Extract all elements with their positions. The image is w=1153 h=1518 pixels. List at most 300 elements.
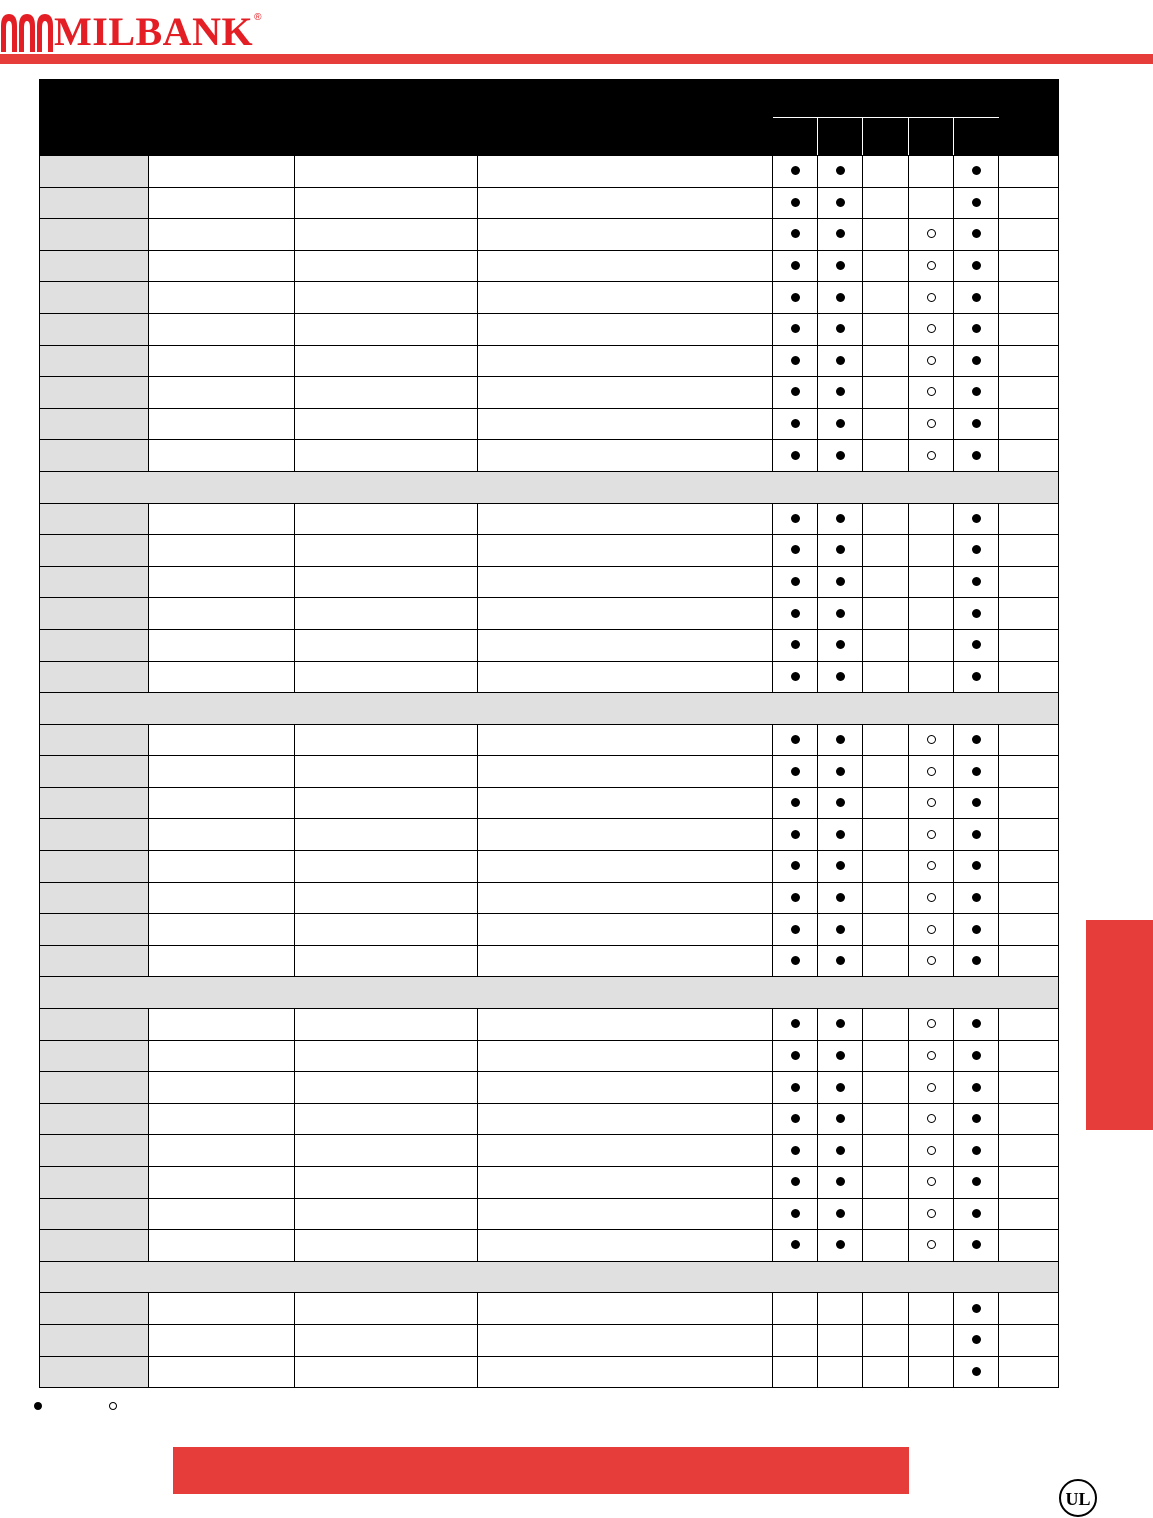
filled-dot-icon bbox=[791, 798, 800, 807]
mark-cell bbox=[909, 408, 954, 440]
table-cell bbox=[149, 819, 295, 851]
table-cell bbox=[999, 156, 1059, 188]
mark-cell bbox=[909, 377, 954, 409]
filled-dot-icon bbox=[791, 640, 800, 649]
filled-dot-icon bbox=[972, 1304, 981, 1313]
table-cell bbox=[999, 566, 1059, 598]
filled-dot-icon bbox=[836, 1083, 845, 1092]
mark-cell bbox=[863, 1198, 909, 1230]
table-cell bbox=[478, 819, 773, 851]
table-cell bbox=[149, 377, 295, 409]
mark-cell bbox=[954, 1135, 999, 1167]
section-cell bbox=[40, 977, 1059, 1009]
mark-cell bbox=[818, 408, 863, 440]
open-circle-icon bbox=[927, 735, 936, 744]
filled-dot-icon bbox=[972, 925, 981, 934]
filled-dot-icon bbox=[972, 1209, 981, 1218]
row-label-cell bbox=[40, 756, 149, 788]
row-label-cell bbox=[40, 566, 149, 598]
row-label-cell bbox=[40, 503, 149, 535]
table-cell bbox=[149, 408, 295, 440]
open-circle-icon bbox=[927, 387, 936, 396]
filled-dot-icon bbox=[972, 1177, 981, 1186]
table-cell bbox=[999, 756, 1059, 788]
mark-cell bbox=[909, 1230, 954, 1262]
filled-dot-icon bbox=[791, 324, 800, 333]
open-circle-icon bbox=[927, 1177, 936, 1186]
table-body bbox=[40, 156, 1059, 1388]
table-row bbox=[40, 914, 1059, 946]
mark-cell bbox=[818, 1103, 863, 1135]
mark-cell bbox=[954, 1167, 999, 1199]
table-header bbox=[40, 80, 1059, 156]
filled-dot-icon bbox=[836, 893, 845, 902]
table-cell bbox=[478, 1167, 773, 1199]
mark-cell bbox=[954, 282, 999, 314]
table-cell bbox=[478, 914, 773, 946]
table-cell bbox=[295, 1072, 478, 1104]
mark-cell bbox=[954, 914, 999, 946]
row-label-cell bbox=[40, 1324, 149, 1356]
row-label-cell bbox=[40, 377, 149, 409]
mark-cell bbox=[773, 787, 818, 819]
table-cell bbox=[999, 1135, 1059, 1167]
open-circle-icon bbox=[927, 293, 936, 302]
mark-cell bbox=[818, 819, 863, 851]
filled-dot-icon bbox=[791, 609, 800, 618]
table-cell bbox=[295, 250, 478, 282]
header-subcell bbox=[773, 118, 818, 156]
mark-cell bbox=[773, 566, 818, 598]
mark-cell bbox=[954, 250, 999, 282]
table-cell bbox=[295, 1324, 478, 1356]
row-label-cell bbox=[40, 1293, 149, 1325]
table-cell bbox=[999, 440, 1059, 472]
mark-cell bbox=[954, 440, 999, 472]
filled-dot-icon bbox=[791, 735, 800, 744]
filled-dot-icon bbox=[972, 1146, 981, 1155]
mark-cell bbox=[909, 503, 954, 535]
table-cell bbox=[999, 598, 1059, 630]
table-cell bbox=[999, 787, 1059, 819]
mark-cell bbox=[954, 1293, 999, 1325]
mark-cell bbox=[773, 1072, 818, 1104]
filled-dot-icon bbox=[791, 861, 800, 870]
filled-dot-icon bbox=[791, 1114, 800, 1123]
mark-cell bbox=[773, 250, 818, 282]
table-row bbox=[40, 408, 1059, 440]
mark-cell bbox=[909, 345, 954, 377]
filled-dot-icon bbox=[972, 640, 981, 649]
filled-dot-icon bbox=[972, 735, 981, 744]
mark-cell bbox=[818, 219, 863, 251]
mark-cell bbox=[909, 156, 954, 188]
open-circle-icon bbox=[927, 1209, 936, 1218]
open-circle-icon bbox=[927, 419, 936, 428]
table-cell bbox=[295, 1135, 478, 1167]
mark-cell bbox=[818, 851, 863, 883]
table-cell bbox=[478, 187, 773, 219]
table-cell bbox=[295, 819, 478, 851]
row-label-cell bbox=[40, 1135, 149, 1167]
table-row bbox=[40, 851, 1059, 883]
filled-dot-icon bbox=[972, 356, 981, 365]
mark-cell bbox=[909, 756, 954, 788]
filled-dot-icon bbox=[791, 166, 800, 175]
table-cell bbox=[478, 345, 773, 377]
mark-cell bbox=[773, 851, 818, 883]
brand-logo bbox=[0, 8, 261, 52]
table-cell bbox=[295, 1198, 478, 1230]
table-cell bbox=[149, 566, 295, 598]
header-rule bbox=[0, 54, 1153, 64]
mark-cell bbox=[773, 1230, 818, 1262]
table-cell bbox=[295, 945, 478, 977]
mark-cell bbox=[773, 1040, 818, 1072]
table-cell bbox=[999, 1103, 1059, 1135]
table-cell bbox=[478, 1009, 773, 1041]
filled-dot-icon bbox=[836, 735, 845, 744]
row-label-cell bbox=[40, 1009, 149, 1041]
table-row bbox=[40, 724, 1059, 756]
filled-dot-icon bbox=[791, 956, 800, 965]
table-cell bbox=[149, 345, 295, 377]
row-label-cell bbox=[40, 598, 149, 630]
table-cell bbox=[999, 1072, 1059, 1104]
mark-cell bbox=[909, 787, 954, 819]
mark-cell bbox=[773, 219, 818, 251]
table-row bbox=[40, 598, 1059, 630]
filled-dot-icon bbox=[791, 514, 800, 523]
table-row bbox=[40, 503, 1059, 535]
mark-cell bbox=[909, 851, 954, 883]
mark-cell bbox=[863, 914, 909, 946]
mark-cell bbox=[818, 598, 863, 630]
mark-cell bbox=[773, 724, 818, 756]
mark-cell bbox=[954, 629, 999, 661]
filled-dot-icon bbox=[972, 1083, 981, 1092]
table-cell bbox=[999, 914, 1059, 946]
mark-cell bbox=[863, 598, 909, 630]
mark-cell bbox=[818, 1324, 863, 1356]
table-cell bbox=[149, 503, 295, 535]
open-circle-icon bbox=[927, 767, 936, 776]
table-row bbox=[40, 250, 1059, 282]
table-cell bbox=[478, 440, 773, 472]
mark-cell bbox=[909, 914, 954, 946]
open-circle-icon bbox=[927, 830, 936, 839]
table-cell bbox=[999, 535, 1059, 567]
mark-cell bbox=[818, 724, 863, 756]
mark-cell bbox=[818, 1198, 863, 1230]
open-circle-icon bbox=[927, 1051, 936, 1060]
filled-dot-icon bbox=[972, 324, 981, 333]
row-label-cell bbox=[40, 661, 149, 693]
filled-dot-icon bbox=[836, 419, 845, 428]
mark-cell bbox=[863, 756, 909, 788]
mark-cell bbox=[818, 1072, 863, 1104]
table-cell bbox=[149, 1198, 295, 1230]
open-circle-icon bbox=[927, 261, 936, 270]
table-cell bbox=[295, 756, 478, 788]
open-circle-icon bbox=[927, 925, 936, 934]
row-label-cell bbox=[40, 1230, 149, 1262]
table-cell bbox=[295, 882, 478, 914]
table-cell bbox=[149, 945, 295, 977]
table-row bbox=[40, 819, 1059, 851]
open-circle-icon bbox=[927, 893, 936, 902]
mark-cell bbox=[863, 1135, 909, 1167]
filled-dot-icon bbox=[791, 1083, 800, 1092]
filled-dot-icon bbox=[791, 925, 800, 934]
open-circle-icon bbox=[927, 1083, 936, 1092]
header-subcell bbox=[863, 118, 909, 156]
filled-dot-icon bbox=[791, 545, 800, 554]
table-cell bbox=[999, 1009, 1059, 1041]
table-cell bbox=[149, 1072, 295, 1104]
table-row bbox=[40, 156, 1059, 188]
table-row bbox=[40, 1230, 1059, 1262]
filled-dot-icon bbox=[836, 229, 845, 238]
mark-cell bbox=[954, 187, 999, 219]
filled-dot-icon bbox=[836, 324, 845, 333]
row-label-cell bbox=[40, 787, 149, 819]
mark-cell bbox=[863, 156, 909, 188]
mark-cell bbox=[863, 1230, 909, 1262]
table-cell bbox=[478, 156, 773, 188]
header-cell bbox=[149, 80, 295, 156]
mark-cell bbox=[954, 1009, 999, 1041]
row-label-cell bbox=[40, 282, 149, 314]
table-cell bbox=[999, 1167, 1059, 1199]
mark-cell bbox=[818, 250, 863, 282]
mark-cell bbox=[818, 345, 863, 377]
filled-dot-icon bbox=[791, 1019, 800, 1028]
filled-dot-icon bbox=[972, 419, 981, 428]
table-cell bbox=[478, 566, 773, 598]
filled-dot-icon bbox=[836, 861, 845, 870]
filled-dot-icon bbox=[972, 387, 981, 396]
table-cell bbox=[999, 250, 1059, 282]
row-label-cell bbox=[40, 629, 149, 661]
filled-dot-icon bbox=[836, 545, 845, 554]
mark-cell bbox=[863, 882, 909, 914]
table-cell bbox=[295, 724, 478, 756]
mark-cell bbox=[773, 882, 818, 914]
filled-dot-icon bbox=[836, 577, 845, 586]
filled-dot-icon bbox=[836, 166, 845, 175]
filled-dot-icon bbox=[972, 1335, 981, 1344]
side-tab bbox=[1086, 920, 1153, 1130]
row-label-cell bbox=[40, 408, 149, 440]
filled-dot-icon bbox=[972, 830, 981, 839]
filled-dot-icon bbox=[791, 893, 800, 902]
filled-dot-icon bbox=[836, 767, 845, 776]
table-cell bbox=[478, 1040, 773, 1072]
mark-cell bbox=[818, 882, 863, 914]
mark-cell bbox=[818, 156, 863, 188]
table-cell bbox=[999, 1230, 1059, 1262]
section-cell bbox=[40, 693, 1059, 725]
filled-dot-icon bbox=[972, 1019, 981, 1028]
table-row bbox=[40, 945, 1059, 977]
section-cell bbox=[40, 471, 1059, 503]
filled-dot-icon bbox=[791, 419, 800, 428]
table-cell bbox=[295, 851, 478, 883]
table-row bbox=[40, 787, 1059, 819]
filled-dot-icon bbox=[972, 798, 981, 807]
mark-cell bbox=[954, 156, 999, 188]
mark-cell bbox=[773, 408, 818, 440]
open-circle-icon bbox=[927, 1019, 936, 1028]
section-row bbox=[40, 1261, 1059, 1293]
table-cell bbox=[295, 282, 478, 314]
mark-cell bbox=[773, 1293, 818, 1325]
filled-dot-icon bbox=[791, 767, 800, 776]
mark-cell bbox=[818, 1293, 863, 1325]
table-cell bbox=[295, 345, 478, 377]
table-cell bbox=[478, 1135, 773, 1167]
mark-cell bbox=[954, 345, 999, 377]
mark-cell bbox=[954, 1040, 999, 1072]
row-label-cell bbox=[40, 1356, 149, 1388]
header-cell bbox=[999, 80, 1059, 156]
mark-cell bbox=[863, 377, 909, 409]
mark-cell bbox=[909, 313, 954, 345]
table-cell bbox=[149, 787, 295, 819]
row-label-cell bbox=[40, 440, 149, 472]
mark-cell bbox=[954, 724, 999, 756]
table-cell bbox=[478, 408, 773, 440]
mark-cell bbox=[773, 1198, 818, 1230]
mark-cell bbox=[773, 377, 818, 409]
mark-cell bbox=[818, 661, 863, 693]
table-cell bbox=[295, 661, 478, 693]
filled-dot-icon bbox=[836, 672, 845, 681]
filled-dot-icon bbox=[972, 861, 981, 870]
table-row bbox=[40, 1103, 1059, 1135]
mark-cell bbox=[909, 819, 954, 851]
filled-dot-icon bbox=[836, 956, 845, 965]
mark-cell bbox=[818, 1135, 863, 1167]
mark-cell bbox=[773, 1356, 818, 1388]
ul-listed-icon bbox=[1058, 1478, 1098, 1518]
table-cell bbox=[999, 724, 1059, 756]
mark-cell bbox=[954, 1230, 999, 1262]
mark-cell bbox=[818, 756, 863, 788]
filled-dot-icon bbox=[791, 387, 800, 396]
table-cell bbox=[999, 1356, 1059, 1388]
mark-cell bbox=[818, 787, 863, 819]
mark-cell bbox=[773, 598, 818, 630]
mark-cell bbox=[863, 1356, 909, 1388]
table-cell bbox=[478, 1356, 773, 1388]
mark-cell bbox=[863, 1040, 909, 1072]
table-row bbox=[40, 313, 1059, 345]
table-cell bbox=[478, 219, 773, 251]
filled-dot-icon bbox=[972, 1051, 981, 1060]
table-cell bbox=[295, 629, 478, 661]
mark-cell bbox=[863, 1167, 909, 1199]
mark-cell bbox=[909, 598, 954, 630]
filled-dot-icon bbox=[836, 514, 845, 523]
row-label-cell bbox=[40, 345, 149, 377]
table-row bbox=[40, 661, 1059, 693]
mark-cell bbox=[773, 1103, 818, 1135]
filled-dot-icon bbox=[836, 1240, 845, 1249]
table-cell bbox=[999, 377, 1059, 409]
mark-cell bbox=[773, 914, 818, 946]
filled-dot-icon bbox=[791, 1051, 800, 1060]
table-cell bbox=[295, 1167, 478, 1199]
mark-cell bbox=[909, 882, 954, 914]
mark-cell bbox=[909, 535, 954, 567]
legend bbox=[34, 1402, 117, 1410]
mark-cell bbox=[773, 945, 818, 977]
table-cell bbox=[149, 1009, 295, 1041]
mark-cell bbox=[909, 1198, 954, 1230]
filled-dot-icon bbox=[836, 1051, 845, 1060]
table-cell bbox=[295, 598, 478, 630]
table-cell bbox=[149, 440, 295, 472]
open-circle-icon bbox=[927, 356, 936, 365]
mark-cell bbox=[773, 1167, 818, 1199]
open-circle-icon bbox=[927, 798, 936, 807]
table-row bbox=[40, 1356, 1059, 1388]
mark-cell bbox=[818, 914, 863, 946]
mark-cell bbox=[863, 408, 909, 440]
table-row bbox=[40, 1072, 1059, 1104]
table-cell bbox=[999, 1324, 1059, 1356]
filled-dot-icon bbox=[836, 640, 845, 649]
table-cell bbox=[149, 156, 295, 188]
mark-cell bbox=[954, 408, 999, 440]
table-cell bbox=[149, 1135, 295, 1167]
table-row bbox=[40, 1198, 1059, 1230]
filled-dot-icon bbox=[836, 830, 845, 839]
mark-cell bbox=[909, 1040, 954, 1072]
mark-cell bbox=[909, 282, 954, 314]
table-cell bbox=[295, 313, 478, 345]
row-label-cell bbox=[40, 535, 149, 567]
mark-cell bbox=[954, 219, 999, 251]
mark-cell bbox=[773, 1135, 818, 1167]
filled-dot-icon bbox=[836, 1209, 845, 1218]
table-cell bbox=[295, 787, 478, 819]
table-cell bbox=[149, 1324, 295, 1356]
table-row bbox=[40, 345, 1059, 377]
mark-cell bbox=[954, 566, 999, 598]
mark-cell bbox=[909, 629, 954, 661]
mark-cell bbox=[818, 535, 863, 567]
mark-cell bbox=[954, 535, 999, 567]
table-cell bbox=[149, 1356, 295, 1388]
mark-cell bbox=[818, 1356, 863, 1388]
product-table bbox=[39, 79, 1059, 1388]
open-circle-icon bbox=[927, 324, 936, 333]
filled-dot-icon bbox=[791, 356, 800, 365]
row-label-cell bbox=[40, 851, 149, 883]
mark-cell bbox=[818, 945, 863, 977]
registered-mark: ® bbox=[254, 12, 262, 23]
table-cell bbox=[149, 756, 295, 788]
row-label-cell bbox=[40, 250, 149, 282]
open-circle-icon bbox=[927, 1114, 936, 1123]
table-cell bbox=[295, 1356, 478, 1388]
legend-filled-dot-icon bbox=[34, 1402, 42, 1410]
mark-cell bbox=[909, 1167, 954, 1199]
mark-cell bbox=[818, 1167, 863, 1199]
